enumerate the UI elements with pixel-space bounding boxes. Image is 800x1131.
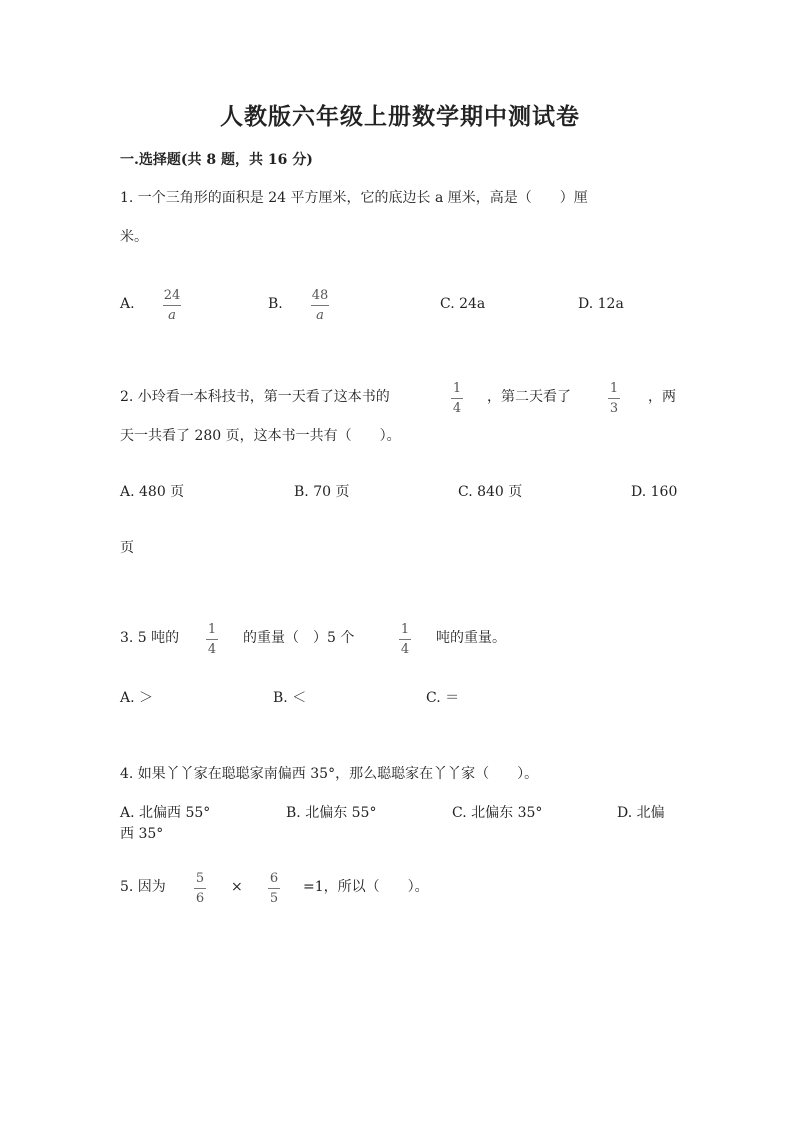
fraction-denominator: 4 [452,401,462,416]
question-5-fraction-2 [268,871,280,906]
option-b: B. ＜ [273,690,307,706]
option-b-fraction [311,288,329,323]
option-a: A. 北偏西 55° [120,805,211,821]
fraction-bar [163,305,181,306]
section-heading: 一.选择题(共 8 题，共 16 分) [120,152,313,168]
option-d: D. 160 [631,484,678,500]
question-3-text-part-1: 3. 5 吨的 [120,630,180,646]
fraction-bar [194,888,206,889]
option-a-fraction [163,288,181,323]
fraction-numerator: 48 [311,288,329,303]
fraction-bar [399,639,411,640]
fraction-bar [608,398,620,399]
fraction-bar [206,639,218,640]
question-5-text-part-2: =1，所以（ ）。 [303,879,429,895]
question-2-text-part-3: ，两 [648,389,676,405]
option-d-wrap: 页 [120,540,134,556]
fraction-bar [268,888,280,889]
question-3-text-part-3: 吨的重量。 [436,630,506,646]
fraction-numerator: 6 [269,871,279,886]
question-3-text-part-2: 的重量（ ）5 个 [243,630,355,646]
fraction-numerator: 24 [163,288,181,303]
fraction-numerator: 1 [452,381,462,396]
option-b-label: B. [268,296,283,312]
fraction-numerator: 1 [207,622,217,637]
question-5-fraction-1 [194,871,206,906]
fraction-denominator: 6 [195,891,205,906]
option-c: C. 北偏东 35° [452,805,543,821]
option-a: A. ＞ [120,690,154,706]
fraction-bar [311,305,329,306]
question-2-fraction-2 [608,381,620,416]
fraction-denominator: a [316,308,324,323]
option-a: A. 480 页 [120,484,185,500]
option-b: B. 70 页 [294,484,350,500]
fraction-denominator: 3 [609,401,619,416]
question-2-line-2: 天一共看了 280 页，这本书一共有（ ）。 [120,428,401,444]
question-2-text-part-2: ，第二天看了 [487,389,571,405]
option-c: C. 24a [440,296,486,312]
fraction-denominator: 4 [400,642,410,657]
question-5-text-part-1: 5. 因为 [120,879,166,895]
fraction-denominator: 5 [269,891,279,906]
fraction-denominator: a [168,308,176,323]
fraction-denominator: 4 [207,642,217,657]
option-d-wrap: 西 35° [120,826,164,842]
fraction-bar [451,398,463,399]
option-c: C. 840 页 [458,484,523,500]
question-3-fraction-2 [399,622,411,657]
option-a-label: A. [120,296,135,312]
fraction-numerator: 1 [400,622,410,637]
question-2-fraction-1 [451,381,463,416]
question-1-line-1: 1. 一个三角形的面积是 24 平方厘米，它的底边长 a 厘米，高是（ ）厘 [120,190,588,206]
fraction-numerator: 1 [609,381,619,396]
option-d: D. 北偏 [617,805,665,821]
question-3-fraction-1 [206,622,218,657]
option-d: D. 12a [578,296,624,312]
question-1-line-2: 米。 [120,229,148,245]
fraction-numerator: 5 [195,871,205,886]
page-title: 人教版六年级上册数学期中测试卷 [220,103,580,130]
question-4-text: 4. 如果丫丫家在聪聪家南偏西 35°，那么聪聪家在丫丫家（ ）。 [120,766,539,782]
question-2-text-part-1: 2. 小玲看一本科技书，第一天看了这本书的 [120,389,390,405]
option-c: C. ＝ [426,690,460,706]
multiply-sign: × [231,879,243,895]
option-b: B. 北偏东 55° [286,805,377,821]
